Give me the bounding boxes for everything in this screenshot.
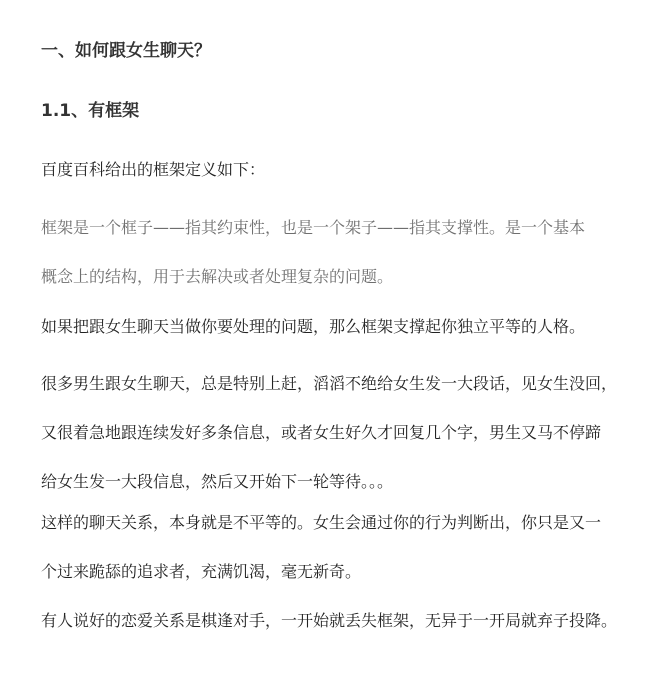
paragraph-behavior xyxy=(41,359,618,506)
paragraph-line: 概念上的结构，用于去解决或者处理复杂的问题。 xyxy=(41,267,394,286)
paragraph-line: 百度百科给出的框架定义如下： xyxy=(41,160,266,179)
paragraph-conclusion xyxy=(41,596,618,645)
definition-quote xyxy=(41,203,611,301)
paragraph-line: 很多男生跟女生聊天，总是特别上赶，滔滔不绝给女生发一大段话，见女生没回， xyxy=(41,374,618,393)
paragraph-line: 有人说好的恋爱关系是棋逢对手，一开始就丢失框架，无异于一开局就弃子投降。 xyxy=(41,611,618,630)
paragraph-line: 如果把跟女生聊天当做你要处理的问题，那么框架支撑起你独立平等的人格。 xyxy=(41,317,586,336)
paragraph-line: 这样的聊天关系，本身就是不平等的。女生会通过你的行为判断出，你只是又一 xyxy=(41,513,602,532)
paragraph-line: 框架是一个框子——指其约束性，也是一个架子——指其支撑性。是一个基本 xyxy=(41,218,586,237)
section-heading: 一、如何跟女生聊天？ xyxy=(41,41,211,61)
paragraph-intro xyxy=(41,145,611,194)
paragraph-framework xyxy=(41,302,611,351)
paragraph-inequality xyxy=(41,498,611,596)
subsection-heading: 1.1、有框架 xyxy=(41,101,140,121)
paragraph-line: 给女生发一大段信息，然后又开始下一轮等待。。。 xyxy=(41,472,394,491)
paragraph-line: 个过来跪舔的追求者，充满饥渴，毫无新奇。 xyxy=(41,562,362,581)
paragraph-line: 又很着急地跟连续发好多条信息，或者女生好久才回复几个字，男生又马不停蹄 xyxy=(41,423,602,442)
